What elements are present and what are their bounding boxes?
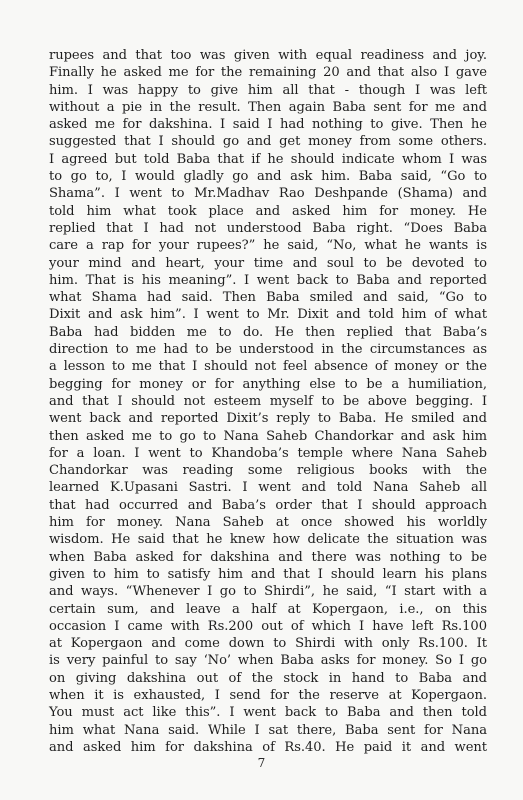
- text-line: when it is exhausted, I send for the reserve at Kopergaon.: [49, 687, 487, 703]
- text-line: and that I should not esteem myself to be above begging. I: [49, 393, 487, 409]
- text-line: Finally he asked me for the remaining 20 and that also I gave: [49, 65, 487, 81]
- text-line: him for money. Nana Saheb at once showed his worldly: [49, 515, 487, 531]
- text-line: him. That is his meaning”. I went back to Baba and reported: [49, 272, 487, 288]
- text-line: Dixit and ask him”. I went to Mr. Dixit and told him of what: [49, 307, 487, 323]
- text-line: him. I was happy to give him all that - though I was left: [49, 82, 487, 98]
- text-line: rupees and that too was given with equal readiness and joy.: [49, 48, 487, 63]
- text-line: your mind and heart, your time and soul to be devoted to: [49, 255, 487, 271]
- text-line: that had occurred and Baba’s order that I should approach: [49, 497, 487, 513]
- text-line: occasion I came with Rs.200 out of which I have left Rs.100: [49, 618, 487, 634]
- text-line: You must act like this”. I went back to Baba and then told: [49, 705, 487, 721]
- text-line: suggested that I should go and get money from some others.: [49, 134, 487, 150]
- text-line: him what Nana said. While I sat there, Baba sent for Nana: [49, 722, 487, 738]
- text-line: certain sum, and leave a half at Kopergaon, i.e., on this: [49, 601, 487, 617]
- text-line: asked me for dakshina. I said I had nothing to give. Then he: [49, 117, 487, 133]
- text-line: Chandorkar was reading some religious books with the: [49, 463, 487, 479]
- text-line: then asked me to go to Nana Saheb Chandorkar and ask him: [49, 428, 487, 444]
- text-line: I agreed but told Baba that if he should indicate whom I was: [49, 151, 487, 167]
- text-line: and ways. “Whenever I go to Shirdi”, he said, “I start with a: [49, 584, 487, 600]
- text-line: replied that I had not understood Baba right. “Does Baba: [49, 220, 487, 236]
- text-line: when Baba asked for dakshina and there was nothing to be: [49, 549, 487, 565]
- text-line: begging for money or for anything else to be a humiliation,: [49, 376, 487, 392]
- page-number: 7: [257, 756, 266, 770]
- text-line: direction to me had to be understood in the circumstances as: [49, 342, 487, 358]
- text-line: for a loan. I went to Khandoba’s temple where Nana Saheb: [49, 445, 487, 461]
- text-line: learned K.Upasani Sastri. I went and told Nana Saheb all: [49, 480, 487, 496]
- text-line: told him what took place and asked him for money. He: [49, 203, 487, 219]
- body-text: [49, 47, 487, 756]
- text-line: Shama”. I went to Mr.Madhav Rao Deshpande (Shama) and: [49, 186, 487, 202]
- text-line: on giving dakshina out of the stock in hand to Baba and: [49, 670, 487, 686]
- text-line: what Shama had said. Then Baba smiled and said, “Go to: [49, 290, 487, 306]
- text-line: and asked him for dakshina of Rs.40. He paid it and went: [49, 739, 487, 755]
- text-line: given to him to satisfy him and that I should learn his plans: [49, 566, 487, 582]
- text-line: at Kopergaon and come down to Shirdi with only Rs.100. It: [49, 636, 487, 652]
- text-line: without a pie in the result. Then again Baba sent for me and: [49, 99, 487, 115]
- text-line: Baba had bidden me to do. He then replied that Baba’s: [49, 324, 487, 340]
- text-line: to go to, I would gladly go and ask him. Baba said, “Go to: [49, 169, 487, 185]
- text-line: a lesson to me that I should not feel absence of money or the: [49, 359, 487, 375]
- text-line: care a rap for your rupees?” he said, “No, what he wants is: [49, 238, 487, 254]
- text-line: went back and reported Dixit’s reply to Baba. He smiled and: [49, 411, 487, 427]
- text-line: wisdom. He said that he knew how delicate the situation was: [49, 532, 487, 548]
- text-line: is very painful to say ‘No’ when Baba asks for money. So I go: [49, 653, 487, 669]
